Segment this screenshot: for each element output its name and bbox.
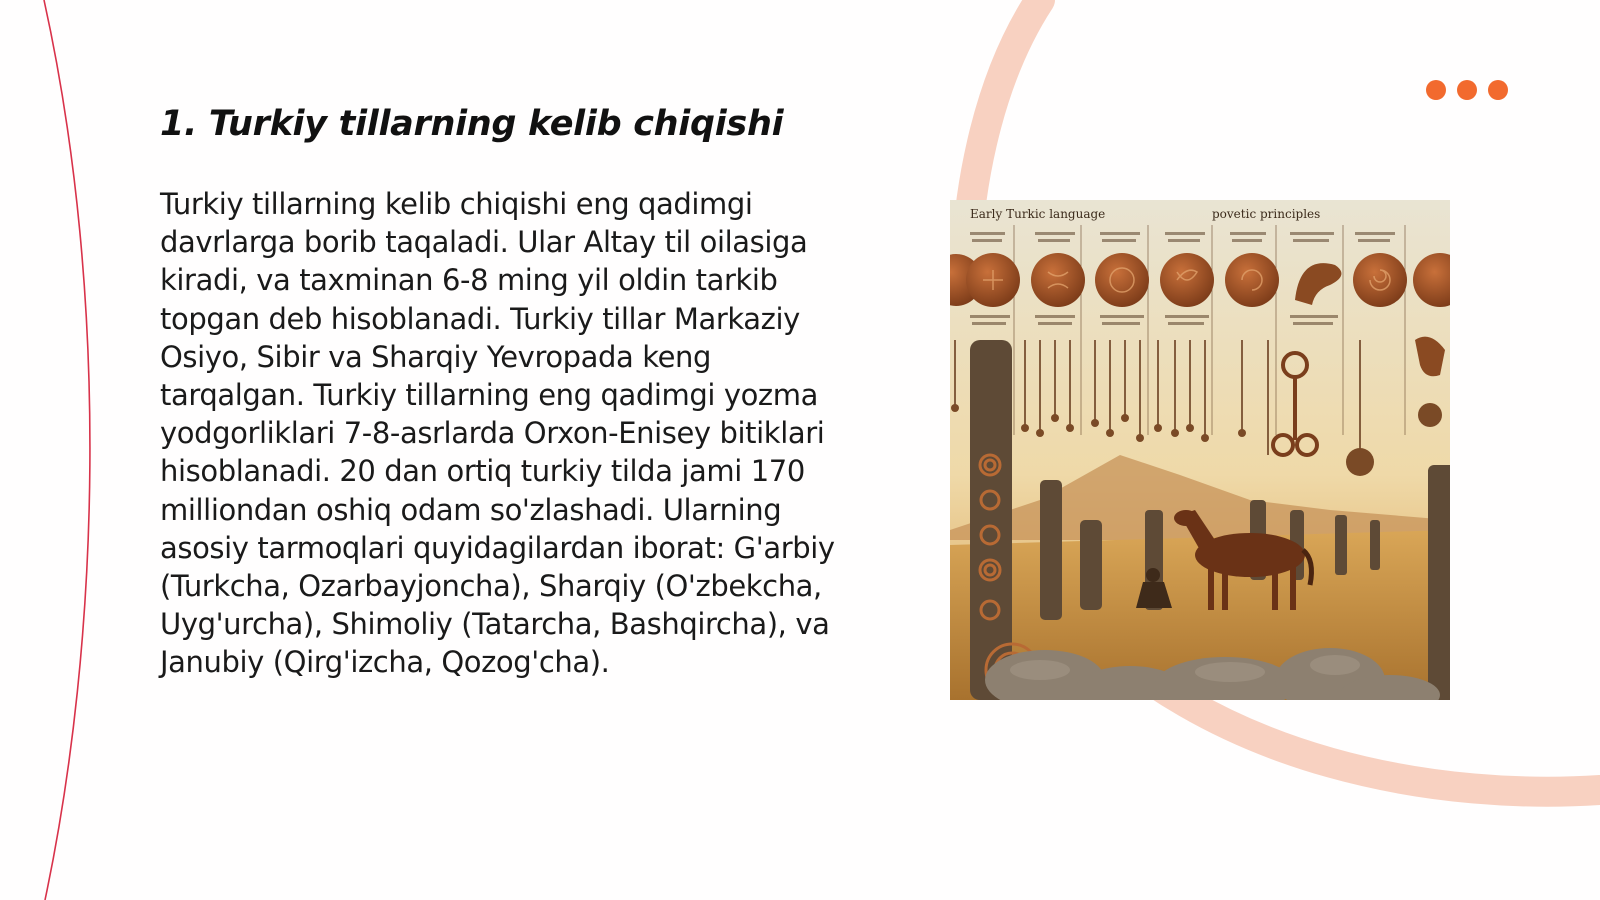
slide-body-text: Turkiy tillarning kelib chiqishi eng qadimgi davrlarga borib taqaladi. Ular Altay til oilasiga kiradi, va taxminan 6-8 ming yil oldin tarkib topgan deb hisoblanadi. Turkiy tillar Markaziy Osiyo, Sibir va Sharqiy Yevropada keng tarqalgan. Turkiy tillarning eng qadimgi yozma yodgorliklari 7-8-asrlarda Orxon-Enisey bitiklari hisoblanadi. 20 dan ortiq turkiy tilda jami 170 milliondan oshiq odam so'zlashadi. Ularning asosiy tarmoqlari quyidagilardan iborat: G'arbiy (Turkcha, Ozarbayjoncha), Sharqiy (O'zbekcha, Uyg'urcha), Shimoliy (Tatarcha, Bashqircha), va Janubiy (Qirg'izcha, Qozog'cha). — [160, 187, 835, 680]
slide-title: 1. Turkiy tillarning kelib chiqishi — [160, 104, 784, 144]
image-label-left: Early Turkic language — [970, 207, 1106, 221]
three-dots-ornament — [1426, 80, 1508, 100]
turkic-language-illustration — [950, 200, 1450, 700]
left-accent-line — [44, 0, 90, 900]
image-label-right: povetic principles — [1212, 207, 1321, 221]
dot-icon — [1488, 80, 1508, 100]
dot-icon — [1426, 80, 1446, 100]
dot-icon — [1457, 80, 1477, 100]
